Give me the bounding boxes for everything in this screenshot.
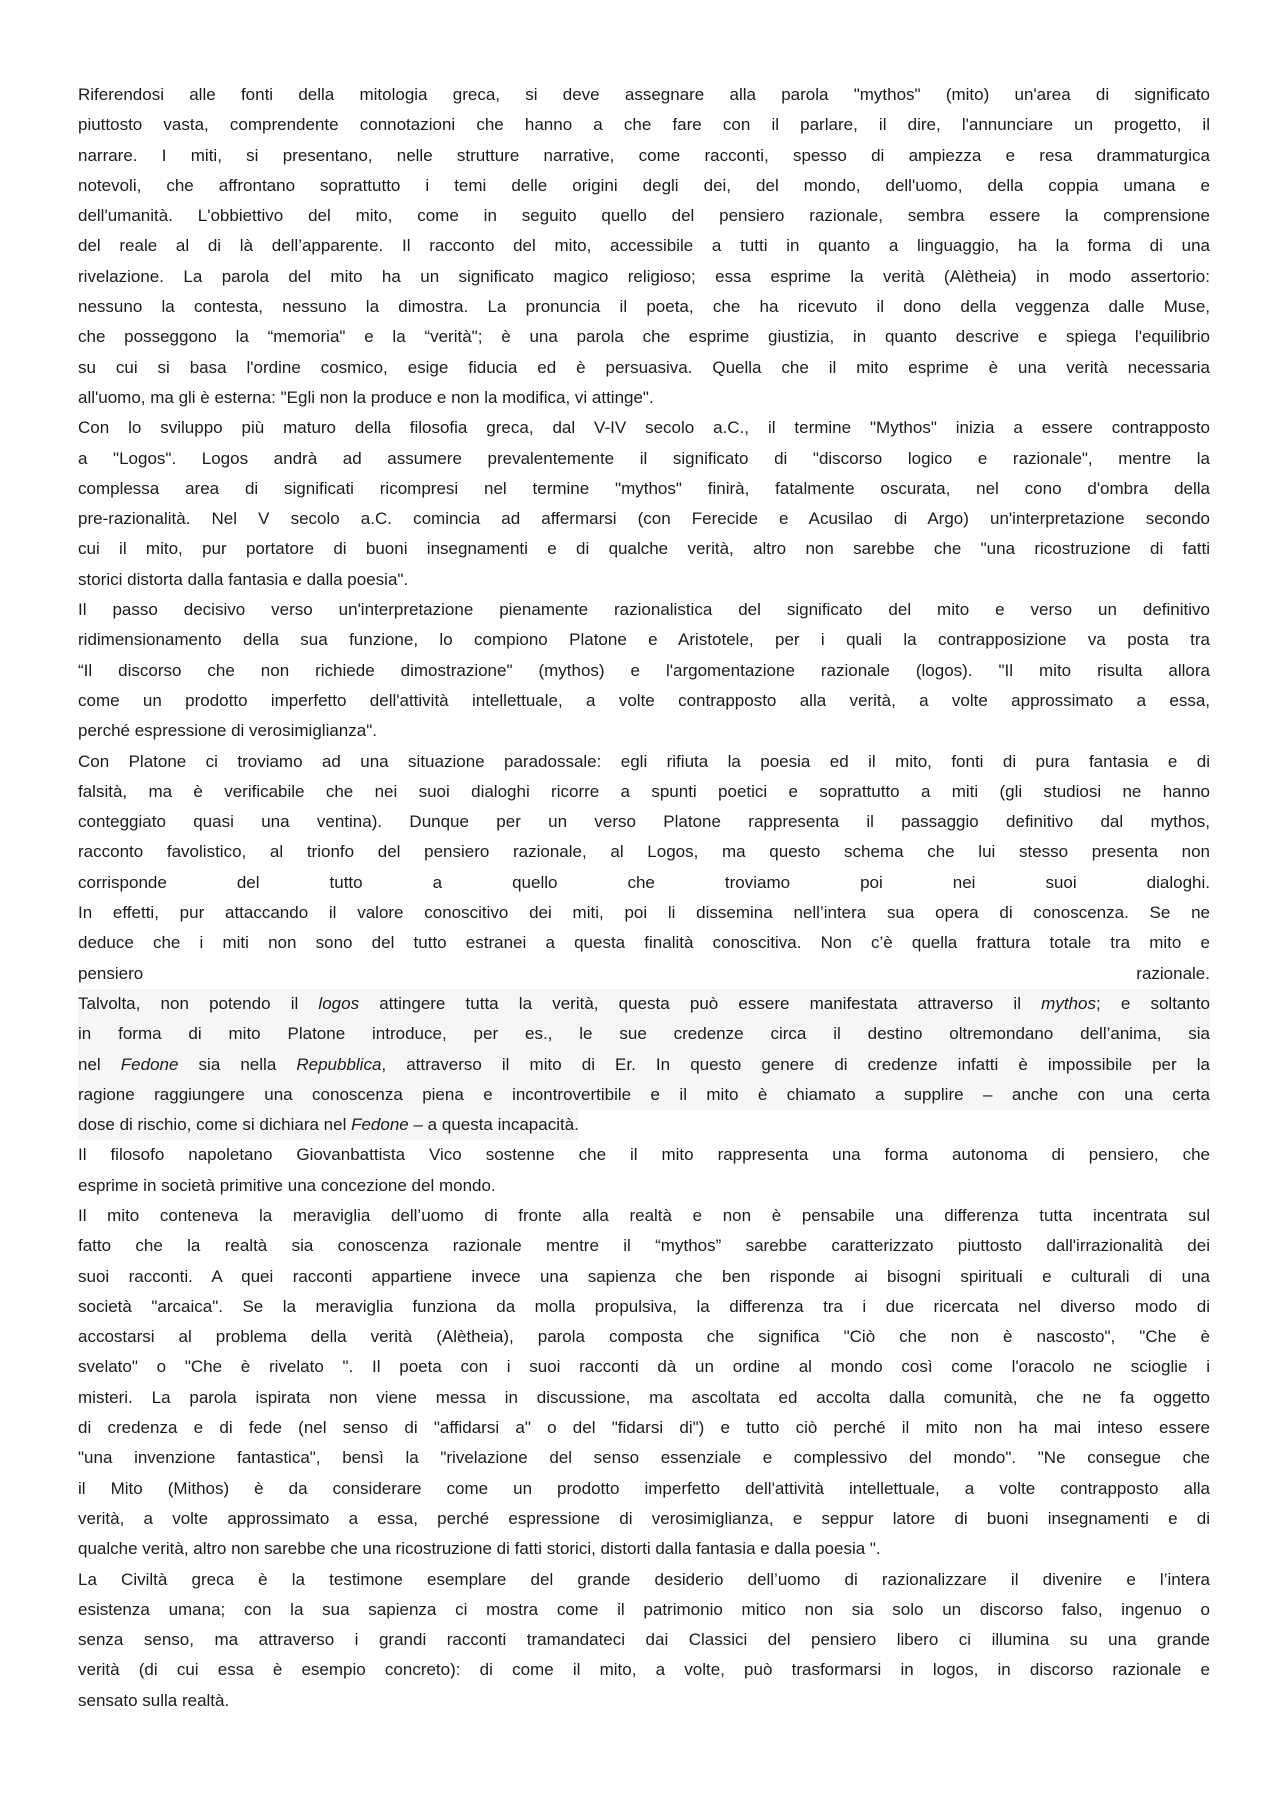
text-run: società "arcaica". Se la meraviglia funziona da molla propulsiva, la differenza tra i due ricercata nel diverso modo di — [78, 1296, 1210, 1316]
text-run: Il mito conteneva la meraviglia dell’uomo di fronte alla realtà e non è pensabile una differenza tutta incentrata sul — [78, 1205, 1210, 1225]
paragraph — [78, 1201, 1210, 1565]
paragraph — [78, 595, 1210, 746]
text-line — [78, 110, 1210, 140]
text-run: ; e soltanto — [1095, 993, 1211, 1013]
text-run: sia nella — [178, 1054, 297, 1074]
text-line — [78, 595, 1210, 625]
text-line — [78, 1171, 1210, 1201]
text-run: il Mito (Mithos) è da considerare come un prodotto imperfetto dell'attività intellettuale, a volte contrapposto alla — [78, 1478, 1210, 1498]
text-run: come un prodotto imperfetto dell'attività intellettuale, a volte contrapposto alla verità, a volte approssimato a essa, — [78, 690, 1210, 710]
text-line — [78, 1443, 1210, 1473]
text-line — [78, 1595, 1210, 1625]
text-run: a "Logos". Logos andrà ad assumere prevalentemente il significato di "discorso logico e razionale", mentre la — [78, 448, 1210, 468]
text-line — [78, 928, 1210, 958]
text-line — [78, 534, 1210, 564]
text-line — [78, 201, 1210, 231]
text-run: suoi racconti. A quei racconti appartiene invece una sapienza che ben risponde ai bisogni spirituali e culturali di una — [78, 1266, 1210, 1286]
text-line — [78, 716, 1210, 746]
text-line — [78, 1231, 1210, 1261]
text-line — [78, 444, 1210, 474]
text-run: "una invenzione fantastica", bensì la "rivelazione del senso essenziale e complessivo del mondo". "Ne consegue che — [78, 1448, 1210, 1468]
text-run: Con lo sviluppo più maturo della filosofia greca, dal V-IV secolo a.C., il termine "Mythos" inizia a essere contrapposto — [78, 418, 1210, 438]
italic-term: logos — [318, 993, 360, 1013]
text-run: dose di rischio, come si dichiara nel — [78, 1115, 352, 1135]
text-line — [78, 747, 1210, 777]
text-run: sensato sulla realtà. — [78, 1690, 230, 1710]
text-line — [78, 1534, 1210, 1564]
paragraph — [78, 80, 1210, 413]
text-line — [78, 1655, 1210, 1685]
paragraph — [78, 1565, 1210, 1716]
italic-term: mythos — [1041, 993, 1096, 1013]
text-line — [78, 989, 1210, 1019]
text-run: pensiero razionale. — [78, 963, 1210, 983]
text-line — [78, 807, 1210, 837]
text-line — [78, 1019, 1210, 1049]
text-run: di credenza e di fede (nel senso di "affidarsi a" o del "fidarsi di") e tutto ciò perché il mito non ha mai inteso essere — [78, 1418, 1210, 1438]
text-line — [78, 656, 1210, 686]
text-run: verità (di cui essa è esempio concreto): di come il mito, a volte, può trasformarsi in logos, in discorso razionale e — [78, 1660, 1210, 1680]
highlighted-paragraph — [78, 989, 1210, 1140]
text-run: ridimensionamento della sua funzione, lo compiono Platone e Aristotele, per i quali la contrapposizione va posta tra — [78, 630, 1210, 650]
text-line — [78, 292, 1210, 322]
text-line — [78, 1413, 1210, 1443]
text-run: accostarsi al problema della verità (Alètheia), parola composta che significa "Ciò che non è nascosto", "Che è — [78, 1327, 1210, 1347]
text-run: nel — [78, 1054, 121, 1074]
document-body — [78, 80, 1210, 1716]
text-line — [78, 777, 1210, 807]
text-line — [78, 322, 1210, 352]
text-run: rivelazione. La parola del mito ha un significato magico religioso; essa esprime la verità (Alètheia) in modo assertorio: — [78, 266, 1210, 286]
text-line — [78, 565, 1210, 595]
text-run: In effetti, pur attaccando il valore conoscitivo dei miti, poi li dissemina nell’intera sua opera di conoscenza. Se ne — [78, 903, 1210, 923]
text-run: nessuno la contesta, nessuno la dimostra. La pronuncia il poeta, che ha ricevuto il dono della veggenza dalle Muse, — [78, 297, 1210, 317]
text-run: piuttosto vasta, comprendente connotazioni che hanno a che fare con il parlare, il dire, l'annunciare un progetto, il — [78, 115, 1210, 135]
text-line — [78, 231, 1210, 261]
text-run: complessa area di significati ricompresi nel termine "mythos" finirà, fatalmente oscurata, nel cono d'ombra della — [78, 478, 1210, 498]
paragraph — [78, 413, 1210, 595]
text-run: fatto che la realtà sia conoscenza razionale mentre il “mythos” sarebbe caratterizzato piuttosto dall'irrazionalità dei — [78, 1236, 1210, 1256]
text-run: su cui si basa l'ordine cosmico, esige fiducia ed è persuasiva. Quella che il mito esprime è una verità necessaria — [78, 357, 1210, 377]
text-line — [78, 141, 1210, 171]
text-line — [78, 413, 1210, 443]
text-line — [78, 1262, 1210, 1292]
text-line — [78, 1080, 1210, 1110]
text-run: Il filosofo napoletano Giovanbattista Vico sostenne che il mito rappresenta una forma autonoma di pensiero, che — [78, 1145, 1210, 1165]
text-run: pre-razionalità. Nel V secolo a.C. comincia ad affermarsi (con Ferecide e Acusilao di Argo) un'interpretazione secondo — [78, 509, 1210, 529]
text-run: corrisponde del tutto a quello che troviamo poi nei suoi dialoghi. — [78, 872, 1210, 892]
text-line — [78, 686, 1210, 716]
italic-term: Repubblica — [296, 1054, 382, 1074]
text-run: “Il discorso che non richiede dimostrazione" (mythos) e l'argomentazione razionale (logos). "Il mito risulta allora — [78, 660, 1210, 680]
text-line — [78, 898, 1210, 928]
italic-term: Fedone — [351, 1115, 409, 1135]
text-line — [78, 504, 1210, 534]
text-run: dell'umanità. L'obbiettivo del mito, come in seguito quello del pensiero razionale, sembra essere la comprensione — [78, 206, 1210, 226]
text-line — [78, 868, 1210, 898]
text-run: , attraverso il mito di Er. In questo genere di credenze infatti è impossibile per la — [381, 1054, 1210, 1074]
paragraph — [78, 747, 1210, 989]
text-line — [78, 959, 1210, 989]
text-run: qualche verità, altro non sarebbe che una ricostruzione di fatti storici, distorti dalla fantasia e dalla poesia ". — [78, 1539, 881, 1559]
text-line — [78, 1474, 1210, 1504]
text-run: deduce che i miti non sono del tutto estranei a questa finalità conoscitiva. Non c’è quella frattura totale tra mito e — [78, 933, 1210, 953]
text-line — [78, 1504, 1210, 1534]
paragraph — [78, 1140, 1210, 1201]
text-line — [78, 171, 1210, 201]
text-run: conteggiato quasi una ventina). Dunque per un verso Platone rappresenta il passaggio definitivo dal mythos, — [78, 812, 1210, 832]
text-run: in forma di mito Platone introduce, per es., le sue credenze circa il destino oltremondano dell’anima, sia — [78, 1024, 1210, 1044]
text-line — [78, 1383, 1210, 1413]
text-line — [78, 1565, 1210, 1595]
text-line — [78, 1110, 579, 1140]
text-line — [78, 1201, 1210, 1231]
text-line — [78, 1292, 1210, 1322]
text-run: cui il mito, pur portatore di buoni insegnamenti e di qualche verità, altro non sarebbe che "una ricostruzione di fatti — [78, 539, 1210, 559]
text-run: misteri. La parola ispirata non viene messa in discussione, ma ascoltata ed accolta dalla comunità, che ne fa oggetto — [78, 1387, 1210, 1407]
text-run: racconto favolistico, al trionfo del pensiero razionale, al Logos, ma questo schema che lui stesso presenta non — [78, 842, 1210, 862]
text-run: falsità, ma è verificabile che nei suoi dialoghi ricorre a spunti poetici e soprattutto a miti (gli studiosi ne hanno — [78, 781, 1210, 801]
text-line — [78, 80, 1210, 110]
text-run: ragione raggiungere una conoscenza piena e incontrovertibile e il mito è chiamato a supplire – anche con una certa — [78, 1084, 1210, 1104]
text-line — [78, 262, 1210, 292]
text-line — [78, 1625, 1210, 1655]
text-run: perché espressione di verosimiglianza". — [78, 721, 377, 741]
text-run: svelato" o "Che è rivelato ". Il poeta con i suoi racconti dà un ordine al mondo così come l'oracolo ne scioglie i — [78, 1357, 1210, 1377]
text-run: storici distorta dalla fantasia e dalla poesia". — [78, 569, 409, 589]
text-run: senza senso, ma attraverso i grandi racconti tramandateci dai Classici del pensiero libero ci illumina su una grande — [78, 1630, 1210, 1650]
text-run: Con Platone ci troviamo ad una situazione paradossale: egli rifiuta la poesia ed il mito, fonti di pura fantasia e di — [78, 751, 1210, 771]
text-run: attingere tutta la verità, questa può essere manifestata attraverso il — [359, 993, 1042, 1013]
text-line — [78, 353, 1210, 383]
text-line — [78, 1140, 1210, 1170]
text-run: del reale al di là dell’apparente. Il racconto del mito, accessibile a tutti in quanto a linguaggio, ha la forma di una — [78, 236, 1210, 256]
text-run: La Civiltà greca è la testimone esemplare del grande desiderio dell’uomo di razionalizzare il divenire e l’intera — [78, 1569, 1210, 1589]
text-line — [78, 1322, 1210, 1352]
text-line — [78, 1686, 1210, 1716]
text-line — [78, 383, 1210, 413]
text-run: narrare. I miti, si presentano, nelle strutture narrative, come racconti, spesso di ampiezza e resa drammaturgica — [78, 145, 1210, 165]
text-run: Il passo decisivo verso un'interpretazione pienamente razionalistica del significato del mito e verso un definitivo — [78, 600, 1210, 620]
italic-term: Fedone — [120, 1054, 179, 1074]
text-line — [78, 474, 1210, 504]
text-line — [78, 625, 1210, 655]
text-line — [78, 837, 1210, 867]
text-line — [78, 1050, 1210, 1080]
text-run: all'uomo, ma gli è esterna: "Egli non la produce e non la modifica, vi attinge". — [78, 387, 654, 407]
text-run: verità, a volte approssimato a essa, perché espressione di verosimiglianza, e seppur latore di buoni insegnamenti e di — [78, 1508, 1210, 1528]
text-run: esprime in società primitive una concezione del mondo. — [78, 1175, 496, 1195]
text-run: Riferendosi alle fonti della mitologia greca, si deve assegnare alla parola "mythos" (mito) un'area di significato — [78, 85, 1210, 104]
text-run: Talvolta, non potendo il — [78, 993, 319, 1013]
text-run: notevoli, che affrontano soprattutto i temi delle origini degli dei, del mondo, dell'uomo, della coppia umana e — [78, 175, 1210, 195]
text-line — [78, 1352, 1210, 1382]
text-run: esistenza umana; con la sua sapienza ci mostra come il patrimonio mitico non sia solo un discorso falso, ingenuo o — [78, 1599, 1210, 1619]
text-run: – a questa incapacità. — [408, 1115, 579, 1135]
text-run: che posseggono la “memoria" e la “verità"; è una parola che esprime giustizia, in quanto descrive e spiega l'equilibrio — [78, 327, 1210, 347]
